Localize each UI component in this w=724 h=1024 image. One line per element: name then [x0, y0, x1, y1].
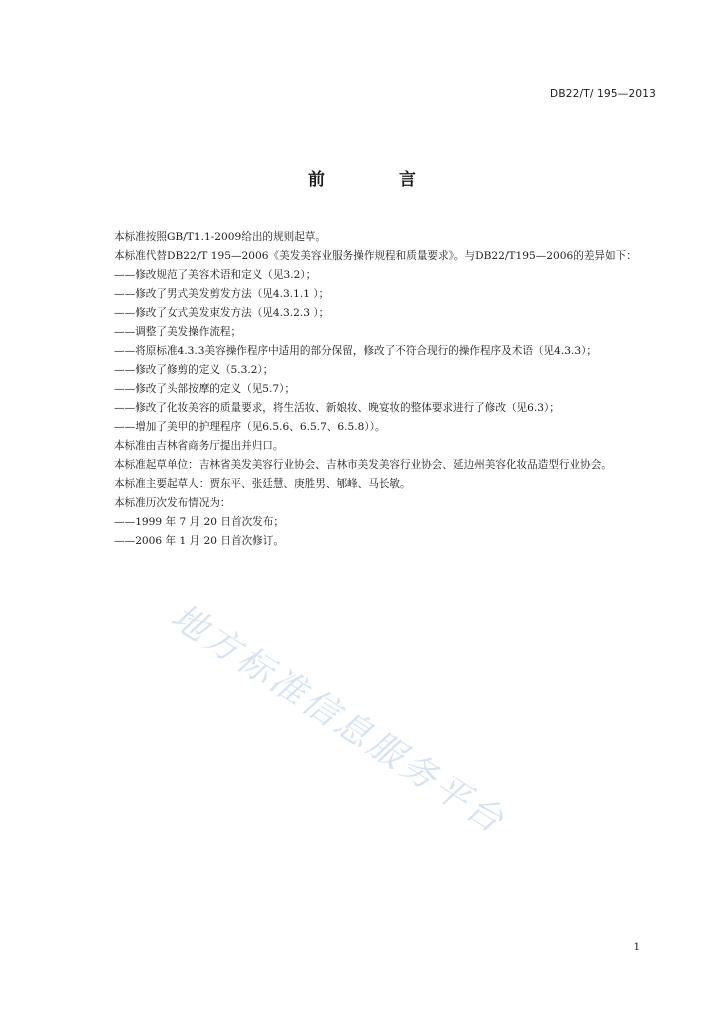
list-item: ——修改了化妆美容的质量要求，将生活妆、新娘妆、晚宴妆的整体要求进行了修改（见6.3）；	[114, 402, 560, 414]
foreword-body	[88, 228, 658, 551]
paragraph: 本标准代替DB22/T 195—2006《美发美容业服务操作规程和质量要求》。与DB22/T195—2006的差异如下：	[114, 250, 637, 262]
list-item: ——修改了男式美发剪发方法（见4.3.1.1 ）；	[114, 288, 330, 300]
list-item: ——修改了修剪的定义（5.3.2）；	[114, 364, 274, 376]
paragraph: 本标准主要起草人：贾东平、张廷慧、庚胜男、郇峰、马长敏。	[114, 478, 411, 490]
watermark: 地方标准信息服务平台	[163, 596, 513, 843]
list-item: ——2006 年 1 月 20 日首次修订。	[114, 535, 284, 547]
list-item: ——修改了女式美发束发方法（见4.3.2.3 ）；	[114, 307, 330, 319]
paragraph: 本标准按照GB/T1.1-2009给出的规则起草。	[114, 231, 326, 243]
document-code: DB22/T/ 195—2013	[550, 88, 656, 100]
list-item: ——修改规范了美容术语和定义（见3.2）；	[114, 269, 317, 281]
paragraph: 本标准起草单位：吉林省美发美容行业协会、吉林市美发美容行业协会、延边州美容化妆品造型行业协会。	[114, 459, 612, 471]
list-item: ——调整了美发操作流程；	[114, 326, 242, 338]
list-item: ——修改了头部按摩的定义（见5.7）；	[114, 383, 296, 395]
list-item: ——1999 年 7 月 20 日首次发布；	[114, 516, 284, 528]
page-number: 1	[633, 942, 640, 953]
page-title: 前 言	[308, 170, 450, 190]
list-item: ——增加了美甲的护理程序（见6.5.6、6.5.7、6.5.8））。	[114, 421, 386, 433]
paragraph: 本标准历次发布情况为：	[114, 497, 231, 509]
paragraph: 本标准由吉林省商务厅提出并归口。	[114, 440, 284, 452]
list-item: ——将原标准4.3.3美容操作程序中适用的部分保留，修改了不符合现行的操作程序及术语（见4.3.3）；	[114, 345, 597, 357]
